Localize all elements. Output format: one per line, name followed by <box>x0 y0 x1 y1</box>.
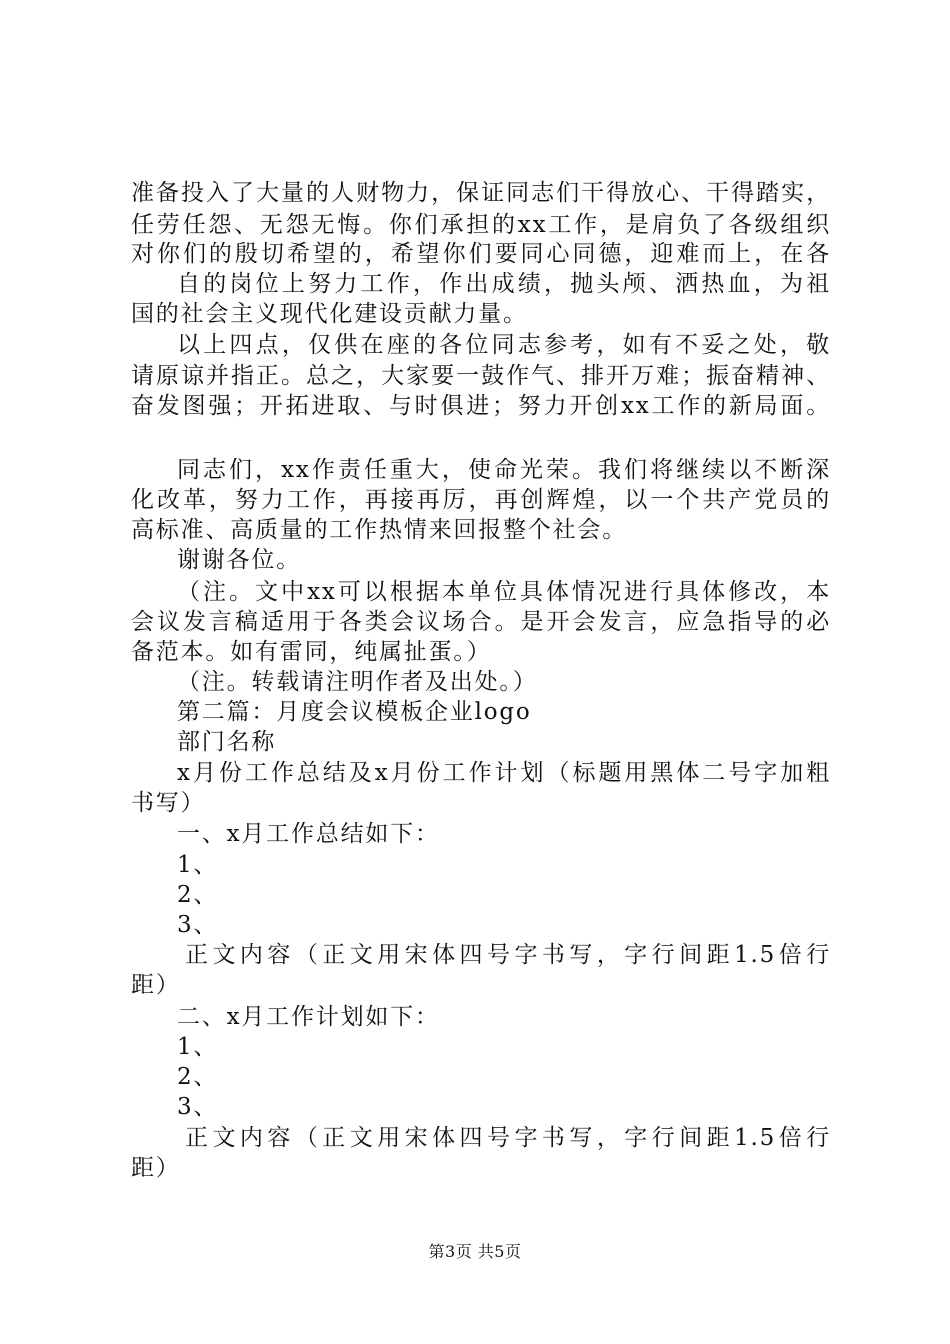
body-text-line: 备范本。如有雷同，纯属扯蛋。） <box>131 639 492 665</box>
body-text-line: 距） <box>131 972 181 998</box>
body-text-line: 自的岗位上努力工作，作出成绩，抛头颅、洒热血，为祖 <box>177 271 831 297</box>
list-item: 3、 <box>177 912 219 938</box>
body-text-line: （注。文中xx可以根据本单位具体情况进行具体修改，本 <box>177 579 831 605</box>
body-text-line: 请原谅并指正。总之，大家要一鼓作气、排开万难；振奋精神、 <box>131 363 831 389</box>
body-text-line: 对你们的殷切希望的，希望你们要同心同德，迎难而上，在各 <box>131 241 831 267</box>
body-text-line: 距） <box>131 1155 181 1181</box>
section-heading: 第二篇：月度会议模板企业logo <box>177 699 532 725</box>
department-name: 部门名称 <box>177 729 277 755</box>
body-text-line: 化改革，努力工作，再接再厉，再创辉煌，以一个共产党员的 <box>131 487 831 513</box>
body-text-line: 谢谢各位。 <box>177 547 301 573</box>
body-text-line: 正文内容（正文用宋体四号字书写，字行间距1.5倍行 <box>185 942 831 968</box>
body-text-line: 奋发图强；开拓进取、与时俱进；努力开创xx工作的新局面。 <box>131 393 831 419</box>
report-title-continued: 书写） <box>131 790 206 816</box>
body-text-line: 同志们，xx作责任重大，使命光荣。我们将继续以不断深 <box>177 457 831 483</box>
report-title: x月份工作总结及x月份工作计划（标题用黑体二号字加粗 <box>177 760 831 786</box>
page-footer: 第3页 共5页 <box>428 1242 522 1261</box>
body-text-line: 任劳任怨、无怨无悔。你们承担的xx工作，是肩负了各级组织 <box>131 212 831 238</box>
list-item: 1、 <box>177 1034 219 1060</box>
body-text-line: 高标准、高质量的工作热情来回报整个社会。 <box>131 517 627 543</box>
list-item: 3、 <box>177 1094 219 1120</box>
body-text-line: （注。转载请注明作者及出处。） <box>177 669 538 695</box>
plan-heading: 二、x月工作计划如下： <box>177 1004 440 1030</box>
body-text-line: 国的社会主义现代化建设贡献力量。 <box>131 301 528 327</box>
body-text-line: 准备投入了大量的人财物力，保证同志们干得放心、干得踏实， <box>131 180 831 206</box>
list-item: 2、 <box>177 1064 219 1090</box>
body-text-line: 正文内容（正文用宋体四号字书写，字行间距1.5倍行 <box>185 1125 831 1151</box>
body-text-line: 以上四点，仅供在座的各位同志参考，如有不妥之处，敬 <box>177 332 831 358</box>
list-item: 1、 <box>177 852 219 878</box>
list-item: 2、 <box>177 882 219 908</box>
summary-heading: 一、x月工作总结如下： <box>177 821 440 847</box>
body-text-line: 会议发言稿适用于各类会议场合。是开会发言，应急指导的必 <box>131 609 831 635</box>
